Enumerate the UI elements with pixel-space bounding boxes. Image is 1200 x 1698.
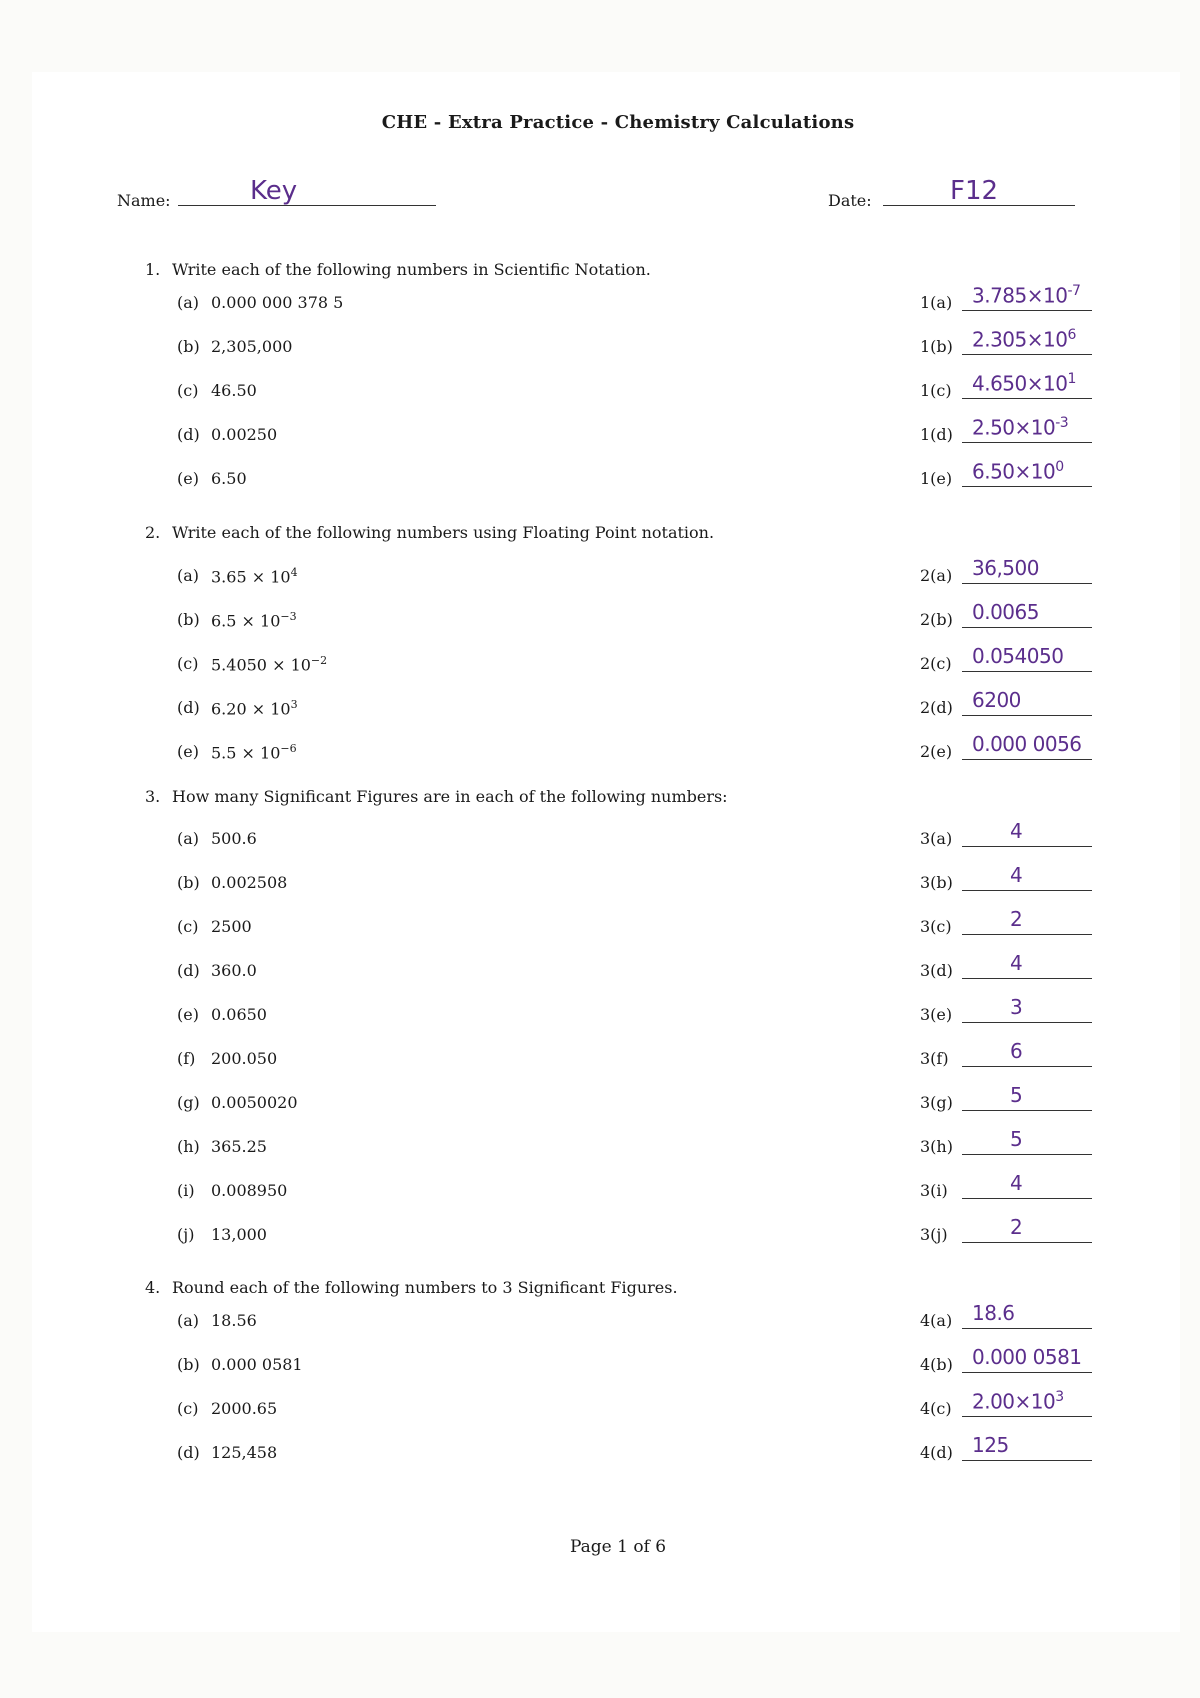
answer-value: 0.054050 — [972, 644, 1064, 668]
item-text — [211, 742, 297, 762]
answer-line — [962, 1022, 1092, 1023]
question-text: Round each of the following numbers to 3 Significant Figures. — [172, 1278, 678, 1297]
answer-label: 3(i) — [920, 1181, 948, 1200]
item-label: (g) — [177, 1093, 200, 1112]
answer-line — [962, 934, 1092, 935]
handwritten-answer — [1010, 819, 1022, 843]
answer-line — [962, 1416, 1092, 1417]
handwritten-answer — [972, 371, 1076, 396]
item-text — [211, 873, 287, 892]
item-label: (c) — [177, 1399, 199, 1418]
question-2: 2. — [145, 523, 161, 542]
answer-line — [962, 846, 1092, 847]
answer-line — [962, 1328, 1092, 1329]
answer-line — [962, 442, 1092, 443]
item-value: 0.0650 — [211, 1005, 267, 1024]
answer-value: 2 — [1010, 1215, 1023, 1239]
answer-value: 6 — [1010, 1039, 1023, 1063]
answer-value: 2.305×10 — [972, 327, 1068, 352]
answer-label: 2(c) — [920, 654, 952, 673]
item-label: (c) — [177, 381, 199, 400]
answer-line — [962, 1372, 1092, 1373]
answer-value: 0.000 0581 — [972, 1345, 1082, 1369]
item-text — [211, 698, 298, 718]
answer-line — [962, 354, 1092, 355]
answer-label: 1(b) — [920, 337, 953, 356]
answer-line — [962, 978, 1092, 979]
answer-exponent: 0 — [1055, 459, 1064, 475]
name-field-line — [178, 205, 436, 206]
handwritten-answer — [972, 1389, 1064, 1414]
answer-exponent: 1 — [1067, 371, 1076, 387]
answer-label: 2(a) — [920, 566, 953, 585]
item-value: 0.000 000 378 5 — [211, 293, 344, 312]
handwritten-answer — [972, 1345, 1082, 1369]
handwritten-answer — [972, 556, 1039, 580]
item-value: 0.0050020 — [211, 1093, 298, 1112]
item-text — [211, 1005, 267, 1024]
item-value: 0.002508 — [211, 873, 288, 892]
answer-value: 0.000 0056 — [972, 732, 1082, 756]
item-value: 18.56 — [211, 1311, 257, 1330]
handwritten-answer — [1010, 1083, 1022, 1107]
item-exponent: 4 — [290, 566, 298, 579]
handwritten-answer — [1010, 951, 1022, 975]
item-value: 6.20 × 10 — [211, 699, 291, 719]
answer-line — [962, 671, 1092, 672]
answer-line — [962, 583, 1092, 584]
handwritten-answer — [972, 283, 1080, 308]
handwritten-answer — [972, 600, 1039, 624]
item-exponent: −6 — [280, 742, 297, 755]
item-text — [211, 425, 277, 444]
answer-value: 5 — [1010, 1083, 1023, 1107]
answer-label: 3(g) — [920, 1093, 953, 1112]
handwritten-answer — [972, 1301, 1015, 1325]
answer-label: 3(d) — [920, 961, 953, 980]
answer-label: 4(c) — [920, 1399, 952, 1418]
item-text — [211, 337, 292, 356]
item-text — [211, 610, 297, 630]
item-value: 46.50 — [211, 381, 257, 400]
item-text — [211, 829, 257, 848]
item-text — [211, 469, 247, 488]
page-footer: Page 1 of 6 — [569, 1537, 667, 1557]
answer-value: 4 — [1010, 951, 1023, 975]
handwritten-answer — [1010, 1127, 1022, 1151]
item-label: (b) — [177, 1355, 200, 1374]
item-label: (f) — [177, 1049, 196, 1068]
answer-exponent: -7 — [1067, 283, 1081, 299]
item-label: (d) — [177, 1443, 200, 1462]
date-value: F12 — [950, 176, 999, 206]
answer-value: 4.650×10 — [972, 371, 1068, 396]
question-1: 1. — [145, 260, 161, 279]
item-value: 2000.65 — [211, 1399, 278, 1418]
question-text: How many Significant Figures are in each of the following numbers: — [172, 787, 728, 806]
answer-value: 5 — [1010, 1127, 1023, 1151]
question-3: 3. — [145, 787, 161, 806]
item-text — [211, 1181, 287, 1200]
item-label: (e) — [177, 1005, 199, 1024]
answer-line — [962, 1066, 1092, 1067]
answer-value: 3.785×10 — [972, 283, 1068, 308]
item-value: 5.4050 × 10 — [211, 655, 311, 675]
answer-label: 1(e) — [920, 469, 953, 488]
item-text — [211, 1355, 303, 1374]
answer-value: 18.6 — [972, 1301, 1015, 1325]
item-text — [211, 381, 257, 400]
handwritten-answer — [972, 644, 1063, 668]
name-label: Name: — [117, 191, 171, 210]
answer-value: 2.50×10 — [972, 415, 1056, 440]
answer-label: 3(f) — [920, 1049, 949, 1068]
item-text — [211, 1399, 277, 1418]
answer-line — [962, 1460, 1092, 1461]
answer-label: 2(e) — [920, 742, 953, 761]
answer-line — [962, 627, 1092, 628]
answer-line — [962, 890, 1092, 891]
item-value: 2500 — [211, 917, 252, 936]
question-text: Write each of the following numbers using Floating Point notation. — [172, 523, 715, 542]
item-text — [211, 1225, 267, 1244]
handwritten-answer — [972, 327, 1076, 352]
item-label: (c) — [177, 654, 199, 673]
answer-label: 4(d) — [920, 1443, 953, 1462]
answer-line — [962, 759, 1092, 760]
item-value: 2,305,000 — [211, 337, 293, 356]
item-label: (a) — [177, 566, 200, 585]
item-value: 5.5 × 10 — [211, 743, 281, 763]
item-label: (b) — [177, 610, 200, 629]
answer-line — [962, 398, 1092, 399]
item-label: (a) — [177, 829, 200, 848]
answer-exponent: 3 — [1055, 1389, 1064, 1405]
answer-value: 2.00×10 — [972, 1389, 1056, 1414]
item-label: (b) — [177, 337, 200, 356]
answer-value: 36,500 — [972, 556, 1039, 580]
handwritten-answer — [1010, 1171, 1022, 1195]
answer-value: 4 — [1010, 819, 1023, 843]
answer-value: 3 — [1010, 995, 1023, 1019]
item-value: 0.00250 — [211, 425, 278, 444]
answer-value: 4 — [1010, 863, 1023, 887]
item-value: 3.65 × 10 — [211, 567, 291, 587]
item-value: 13,000 — [211, 1225, 267, 1244]
answer-line — [962, 310, 1092, 311]
item-label: (d) — [177, 425, 200, 444]
item-label: (a) — [177, 1311, 200, 1330]
item-label: (c) — [177, 917, 199, 936]
answer-label: 1(c) — [920, 381, 952, 400]
answer-label: 3(b) — [920, 873, 953, 892]
item-value: 200.050 — [211, 1049, 278, 1068]
item-value: 0.000 0581 — [211, 1355, 303, 1374]
handwritten-answer — [972, 688, 1021, 712]
item-value: 500.6 — [211, 829, 257, 848]
item-label: (h) — [177, 1137, 200, 1156]
answer-value: 6200 — [972, 688, 1021, 712]
item-exponent: −2 — [310, 654, 328, 667]
item-text — [211, 1049, 277, 1068]
page-title: CHE - Extra Practice - Chemistry Calculations — [381, 112, 855, 133]
item-text — [211, 1093, 298, 1112]
answer-line — [962, 715, 1092, 716]
item-text — [211, 917, 252, 936]
answer-value: 6.50×10 — [972, 459, 1056, 484]
answer-line — [962, 1154, 1092, 1155]
handwritten-answer — [1010, 907, 1022, 931]
question-text: Write each of the following numbers in Scientific Notation. — [172, 260, 651, 279]
answer-line — [962, 486, 1092, 487]
item-text — [211, 961, 257, 980]
handwritten-answer — [1010, 1215, 1022, 1239]
answer-exponent: 6 — [1067, 327, 1076, 343]
answer-label: 3(c) — [920, 917, 952, 936]
item-label: (b) — [177, 873, 200, 892]
answer-label: 4(a) — [920, 1311, 953, 1330]
item-value: 365.25 — [211, 1137, 267, 1156]
answer-value: 125 — [972, 1433, 1009, 1457]
handwritten-answer — [972, 1433, 1009, 1457]
handwritten-answer — [1010, 1039, 1022, 1063]
item-text — [211, 1443, 277, 1462]
answer-value: 4 — [1010, 1171, 1023, 1195]
item-text — [211, 1137, 267, 1156]
item-value: 0.008950 — [211, 1181, 288, 1200]
item-text — [211, 654, 327, 674]
handwritten-answer — [972, 459, 1064, 484]
answer-exponent: -3 — [1055, 415, 1069, 431]
answer-label: 3(j) — [920, 1225, 948, 1244]
answer-line — [962, 1198, 1092, 1199]
question-4: 4. — [145, 1278, 161, 1297]
answer-line — [962, 1242, 1092, 1243]
item-value: 6.50 — [211, 469, 247, 488]
handwritten-answer — [1010, 863, 1022, 887]
item-label: (i) — [177, 1181, 195, 1200]
item-text — [211, 566, 298, 586]
handwritten-answer — [972, 415, 1068, 440]
item-exponent: −3 — [280, 610, 297, 623]
item-value: 360.0 — [211, 961, 257, 980]
answer-line — [962, 1110, 1092, 1111]
item-exponent: 3 — [290, 698, 298, 711]
item-label: (d) — [177, 961, 200, 980]
answer-label: 2(b) — [920, 610, 953, 629]
handwritten-answer — [1010, 995, 1022, 1019]
item-label: (j) — [177, 1225, 195, 1244]
answer-label: 3(a) — [920, 829, 953, 848]
handwritten-answer — [972, 732, 1082, 756]
item-value: 6.5 × 10 — [211, 611, 281, 631]
item-text — [211, 293, 343, 312]
item-text — [211, 1311, 257, 1330]
answer-label: 4(b) — [920, 1355, 953, 1374]
item-label: (a) — [177, 293, 200, 312]
item-label: (e) — [177, 742, 199, 761]
item-label: (d) — [177, 698, 200, 717]
date-label: Date: — [828, 191, 872, 210]
item-label: (e) — [177, 469, 199, 488]
item-value: 125,458 — [211, 1443, 278, 1462]
answer-label: 3(h) — [920, 1137, 953, 1156]
name-value: Key — [250, 176, 298, 206]
answer-value: 2 — [1010, 907, 1023, 931]
answer-label: 1(a) — [920, 293, 953, 312]
answer-label: 2(d) — [920, 698, 953, 717]
answer-label: 3(e) — [920, 1005, 953, 1024]
answer-value: 0.0065 — [972, 600, 1039, 624]
answer-label: 1(d) — [920, 425, 953, 444]
